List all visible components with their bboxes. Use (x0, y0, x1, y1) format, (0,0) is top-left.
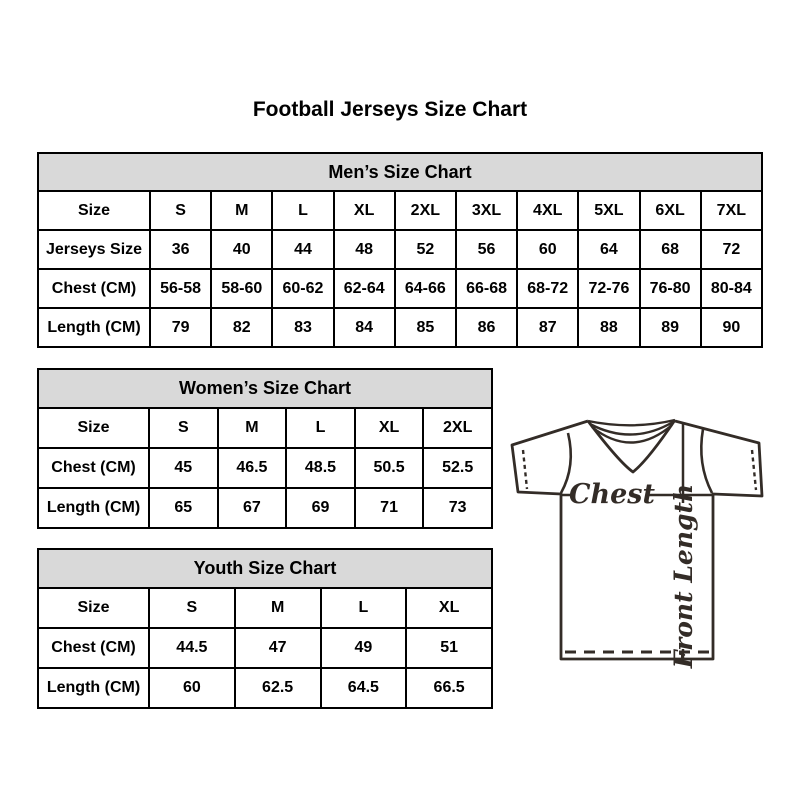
table-row (38, 588, 492, 628)
youth-size-cell: 66.5 (406, 668, 492, 708)
mens-row-label: Length (CM) (38, 308, 150, 347)
right-sleeve-seam (701, 429, 712, 493)
mens-size-cell: 60-62 (272, 269, 333, 308)
youth-row-label: Length (CM) (38, 668, 149, 708)
table-row (38, 408, 492, 448)
mens-size-cell: 56-58 (150, 269, 211, 308)
mens-size-cell: 44 (272, 230, 333, 269)
youth-size-cell: XL (406, 588, 492, 628)
mens-size-cell: 82 (211, 308, 272, 347)
womens-size-cell: 69 (286, 488, 355, 528)
womens-table-title: Women’s Size Chart (38, 369, 492, 408)
mens-size-cell: 60 (517, 230, 578, 269)
table-row (38, 191, 762, 230)
youth-size-cell: 47 (235, 628, 321, 668)
mens-row-label: Chest (CM) (38, 269, 150, 308)
mens-size-cell: 68 (640, 230, 701, 269)
mens-size-cell: 7XL (701, 191, 762, 230)
table-row (38, 308, 762, 347)
mens-size-cell: 56 (456, 230, 517, 269)
youth-size-cell: S (149, 588, 235, 628)
mens-size-cell: 76-80 (640, 269, 701, 308)
table-row (38, 628, 492, 668)
mens-size-cell: 88 (578, 308, 639, 347)
mens-size-cell: 66-68 (456, 269, 517, 308)
womens-row-label: Length (CM) (38, 488, 149, 528)
mens-table-title: Men’s Size Chart (38, 153, 762, 191)
mens-size-cell: 87 (517, 308, 578, 347)
mens-size-cell: 85 (395, 308, 456, 347)
table-row (38, 269, 762, 308)
mens-size-table (37, 152, 763, 348)
chest-label: Chest (569, 479, 655, 510)
youth-size-table (37, 548, 493, 709)
mens-size-cell: 83 (272, 308, 333, 347)
table-row (38, 488, 492, 528)
mens-size-cell: 79 (150, 308, 211, 347)
mens-size-cell: 90 (701, 308, 762, 347)
youth-row-label: Size (38, 588, 149, 628)
womens-size-cell: XL (355, 408, 424, 448)
mens-size-cell: M (211, 191, 272, 230)
womens-size-cell: L (286, 408, 355, 448)
mens-size-cell: 84 (334, 308, 395, 347)
jersey-outline (512, 421, 762, 659)
table-row (38, 668, 492, 708)
collar-top-edge (588, 420, 675, 425)
womens-size-cell: 48.5 (286, 448, 355, 488)
youth-table-title: Youth Size Chart (38, 549, 492, 588)
mens-size-cell: 86 (456, 308, 517, 347)
womens-size-cell: 50.5 (355, 448, 424, 488)
jersey-diagram (495, 400, 795, 675)
youth-size-cell: 64.5 (321, 668, 407, 708)
mens-size-cell: 72 (701, 230, 762, 269)
mens-size-cell: 36 (150, 230, 211, 269)
womens-size-table (37, 368, 493, 529)
mens-size-cell: 6XL (640, 191, 701, 230)
mens-size-cell: XL (334, 191, 395, 230)
table-row (38, 448, 492, 488)
right-cuff-dashed-line (752, 450, 756, 490)
mens-size-cell: 2XL (395, 191, 456, 230)
youth-size-cell: L (321, 588, 407, 628)
mens-row-label: Size (38, 191, 150, 230)
mens-size-cell: 40 (211, 230, 272, 269)
womens-size-cell: S (149, 408, 218, 448)
womens-row-label: Size (38, 408, 149, 448)
mens-size-cell: S (150, 191, 211, 230)
mens-size-cell: 89 (640, 308, 701, 347)
mens-size-cell: 68-72 (517, 269, 578, 308)
womens-size-cell: 45 (149, 448, 218, 488)
mens-size-cell: 5XL (578, 191, 639, 230)
youth-size-cell: M (235, 588, 321, 628)
mens-size-cell: 48 (334, 230, 395, 269)
mens-size-cell: 64-66 (395, 269, 456, 308)
womens-size-cell: 67 (218, 488, 287, 528)
page-title: Football Jerseys Size Chart (252, 98, 528, 121)
mens-size-cell: L (272, 191, 333, 230)
mens-size-cell: 80-84 (701, 269, 762, 308)
youth-size-cell: 60 (149, 668, 235, 708)
table-row (38, 230, 762, 269)
mens-size-cell: 72-76 (578, 269, 639, 308)
womens-size-cell: 52.5 (423, 448, 492, 488)
womens-size-cell: 73 (423, 488, 492, 528)
youth-size-cell: 62.5 (235, 668, 321, 708)
mens-size-cell: 3XL (456, 191, 517, 230)
youth-size-cell: 49 (321, 628, 407, 668)
mens-size-cell: 58-60 (211, 269, 272, 308)
youth-row-label: Chest (CM) (38, 628, 149, 668)
womens-size-cell: 46.5 (218, 448, 287, 488)
womens-size-cell: 71 (355, 488, 424, 528)
womens-row-label: Chest (CM) (38, 448, 149, 488)
front-length-label: Front Length (669, 483, 698, 669)
youth-size-cell: 44.5 (149, 628, 235, 668)
left-cuff-dashed-line (523, 450, 527, 489)
womens-size-cell: 65 (149, 488, 218, 528)
womens-size-cell: M (218, 408, 287, 448)
mens-size-cell: 64 (578, 230, 639, 269)
mens-size-cell: 62-64 (334, 269, 395, 308)
womens-size-cell: 2XL (423, 408, 492, 448)
youth-size-cell: 51 (406, 628, 492, 668)
mens-size-cell: 52 (395, 230, 456, 269)
mens-row-label: Jerseys Size (38, 230, 150, 269)
mens-size-cell: 4XL (517, 191, 578, 230)
